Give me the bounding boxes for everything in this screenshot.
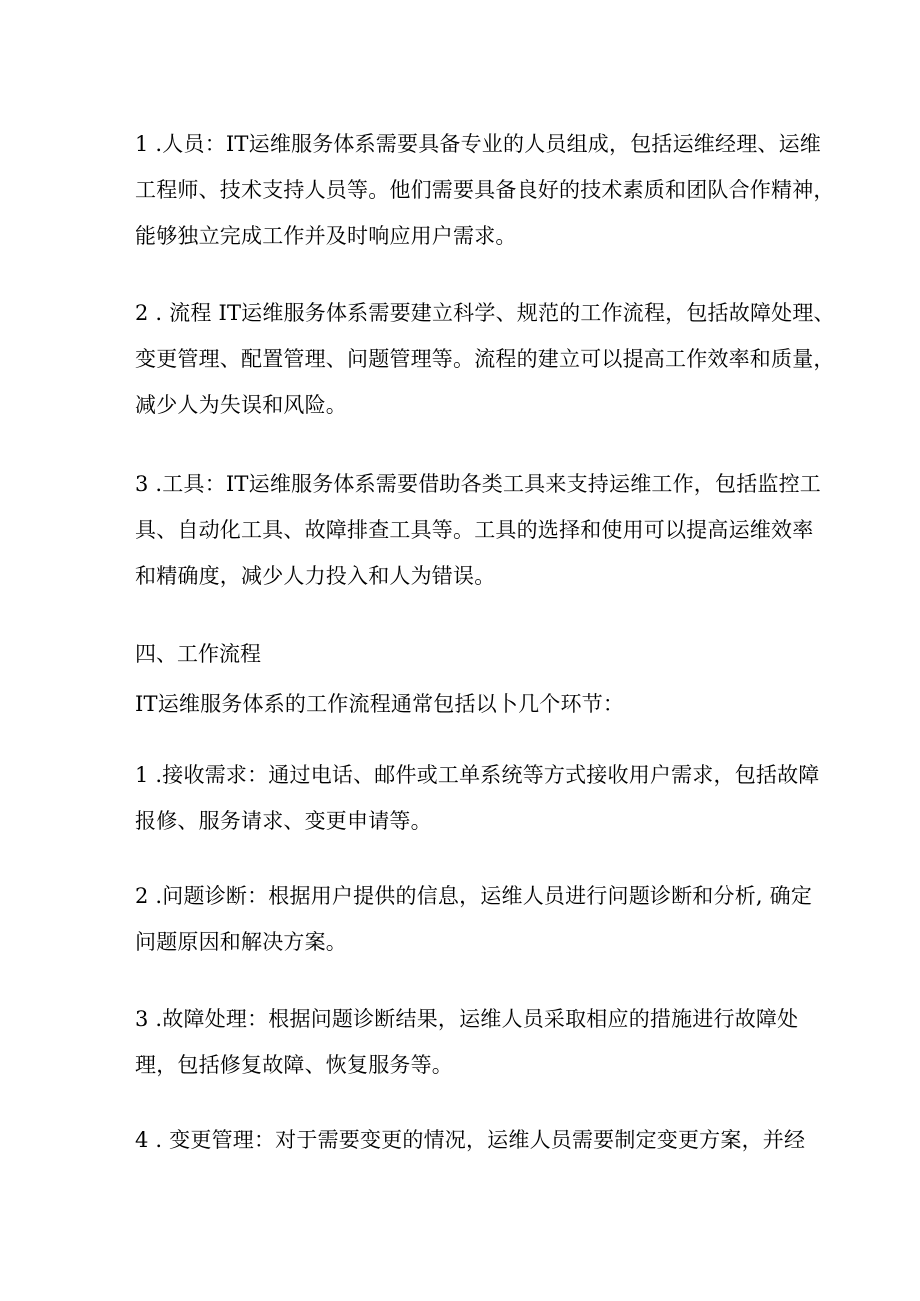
paragraph-change-management [135, 1117, 806, 1163]
paragraph-personnel [135, 121, 835, 259]
text-line: 理，包括修复故障、恢复服务等。 [135, 1053, 453, 1077]
text-line: 工程师、技术支持人员等。他们需要具备良好的技术素质和团队合作精神， [135, 178, 835, 202]
paragraph-tools [135, 461, 822, 599]
text-line: 具、自动化工具、故障排查工具等。工具的选择和使用可以提高运维效率 [135, 518, 814, 542]
text-line: 2 .问题诊断：根据用户提供的信息，运维人员进行问题诊断和分析, 确定 [135, 884, 813, 908]
paragraph-intro [135, 681, 795, 727]
paragraph-process [135, 290, 835, 428]
text-line: 4 . 变更管理：对于需要变更的情况，运维人员需要制定变更方案，并经 [135, 1128, 806, 1152]
text-line: 1 .接收需求：通过电话、邮件或工单系统等方式接收用户需求，包括故障 [135, 763, 820, 787]
text-line: 报修、服务请求、变更申请等。 [135, 809, 432, 833]
text-line: 1 .人员：IT运维服务体系需要具备专业的人员组成，包括运维经理、运维 [135, 132, 822, 156]
text-line: 2 . 流程 IT运维服务体系需要建立科学、规范的工作流程，包括故障处理、 [135, 301, 835, 325]
paragraph-receive-request [135, 752, 820, 844]
text-line: 变更管理、配置管理、问题管理等。流程的建立可以提高工作效率和质量， [135, 347, 835, 371]
section-heading: 四、工作流程 [135, 642, 261, 666]
paragraph-diagnosis [135, 873, 813, 965]
text-line: IT运维服务体系的工作流程通常包括以卜几个环节： [135, 692, 625, 716]
text-line: 问题原因和解决方案。 [135, 930, 347, 954]
paragraph-fault-handling [135, 996, 799, 1088]
text-line: 3 .故障处理：根据问题诊断结果，运维人员采取相应的措施进行故障处 [135, 1007, 799, 1031]
text-line: 3 .工具：IT运维服务体系需要借助各类工具来支持运维工作，包括监控工 [135, 472, 822, 496]
text-line: 能够独立完成工作并及时响应用户需求。 [135, 224, 517, 248]
text-line: 减少人为失误和风险。 [135, 393, 347, 417]
text-line: 和精确度，减少人力投入和人为错误。 [135, 564, 496, 588]
